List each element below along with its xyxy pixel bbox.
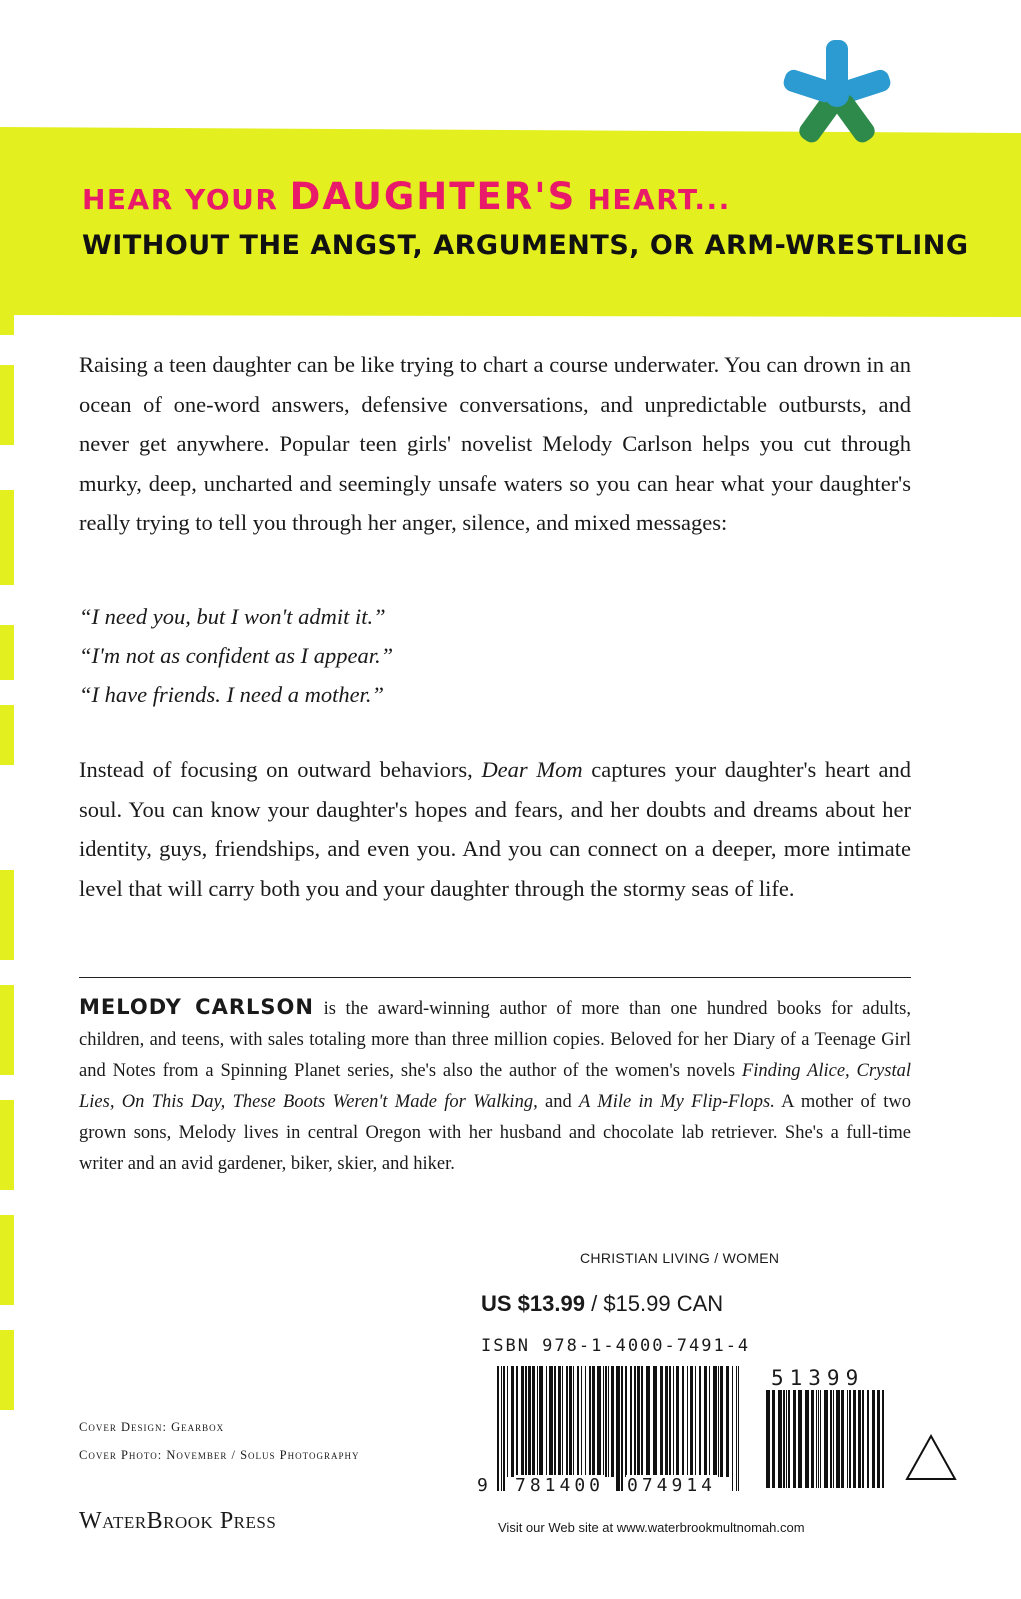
- barcode-bar: [528, 1366, 531, 1477]
- bio-text: is the award-winning author of more than one hundred books for adults, children, and teens, with sales totaling more than three million copies. Beloved for her Diary of a Teenage Girl and Notes from a Spinning Planet series, she's also the author of the women's novels: [79, 999, 911, 1081]
- barcode-bar: [699, 1366, 701, 1477]
- barcode-bar: [718, 1366, 719, 1477]
- quote-item: “I have friends. I need a mother.”: [79, 682, 384, 707]
- barcode-bar: [788, 1390, 790, 1488]
- barcode-bar: [562, 1366, 563, 1477]
- bio-text: and: [537, 1092, 580, 1112]
- spine-stripe: [0, 365, 14, 445]
- headline-part1: HEAR YOUR: [82, 183, 290, 216]
- paragraph-2-end: captures your daughter's heart and soul. You can know your daughter's hopes and fears, and her doubts and dreams about her identity, guys, friendships, and even you. And you can connect on a deeper, more intimate level that will carry both you and your daughter through the stormy seas of life.: [79, 757, 912, 901]
- headline-banner: [0, 125, 1021, 325]
- publisher-logo: WaterBrook Press: [79, 1508, 277, 1534]
- barcode-bar: [726, 1366, 729, 1477]
- cover-design-credit: Cover Design: Gearbox: [79, 1420, 225, 1434]
- barcode-digit: 9: [477, 1475, 488, 1496]
- barcode-bar: [621, 1366, 623, 1491]
- barcode-digit-group: 074914: [627, 1475, 717, 1496]
- barcode-bar: [546, 1366, 547, 1477]
- barcode-bar: [653, 1366, 657, 1477]
- barcode-bar: [877, 1390, 880, 1488]
- barcode-bar: [847, 1390, 848, 1488]
- headline: [82, 175, 731, 218]
- barcode-bar: [585, 1366, 586, 1477]
- barcode-bar: [841, 1390, 844, 1488]
- bio-titles: A Mile in My Flip-Flops.: [579, 1092, 775, 1112]
- barcode-bar: [611, 1366, 614, 1477]
- barcode-bar: [836, 1390, 840, 1488]
- barcode-bar: [709, 1366, 710, 1477]
- barcode-bar: [539, 1366, 543, 1477]
- spine-stripe: [0, 870, 14, 960]
- barcode-bar: [849, 1390, 851, 1488]
- bio-text: A mother of two grown sons, Melody lives in central Oregon with her husband and chocolate lab retriever. She's a full-time writer and an avid gardener, biker, skier, and hiker.: [79, 1092, 911, 1174]
- barcode-bar: [867, 1390, 869, 1488]
- barcode-bar: [625, 1366, 627, 1477]
- barcode-bar: [581, 1366, 582, 1477]
- barcode-bar: [516, 1366, 518, 1477]
- barcode-bar: [690, 1366, 693, 1477]
- barcode-bar: [738, 1366, 739, 1491]
- barcode-bar: [783, 1390, 785, 1488]
- barcode-bar: [872, 1390, 875, 1488]
- banner-shape: [0, 125, 1021, 325]
- headline-part2: HEART...: [576, 183, 731, 216]
- addon-digits: 51399: [771, 1366, 865, 1390]
- barcode-bar: [507, 1366, 508, 1477]
- barcode-bar: [853, 1390, 856, 1488]
- barcode-bar: [736, 1366, 737, 1491]
- barcode-bar: [772, 1390, 775, 1488]
- barcode-bar: [786, 1390, 787, 1488]
- price: [481, 1291, 723, 1317]
- barcode-bar: [549, 1366, 553, 1477]
- quote-list: [79, 597, 393, 714]
- spine-stripe: [0, 490, 14, 585]
- price-separator: /: [584, 1291, 604, 1316]
- divider: [79, 977, 911, 978]
- barcode-bar: [720, 1366, 723, 1477]
- barcode-bar: [673, 1366, 674, 1477]
- spine-stripe: [0, 1100, 14, 1190]
- barcode-bar: [704, 1366, 707, 1477]
- spine-stripe: [0, 625, 14, 680]
- spine-stripe: [0, 705, 14, 765]
- barcode-bar: [558, 1366, 561, 1477]
- barcode-bar: [665, 1366, 668, 1477]
- barcode-bar: [605, 1366, 607, 1477]
- barcode-bar: [766, 1390, 770, 1488]
- quote-item: “I need you, but I won't admit it.”: [79, 604, 386, 629]
- bio-titles: Finding Alice, Crystal Lies, On This Day, These Boots Weren't Made for Walking,: [79, 1061, 911, 1112]
- barcode-bar: [820, 1390, 821, 1488]
- barcode-bar: [597, 1366, 601, 1477]
- barcode-bar: [641, 1366, 643, 1477]
- barcode-bar: [713, 1366, 717, 1477]
- book-title: Dear Mom: [481, 757, 583, 782]
- price-can: $15.99 CAN: [603, 1291, 724, 1316]
- barcode-bar: [501, 1366, 502, 1491]
- barcode-bar: [811, 1390, 814, 1488]
- barcode-bar: [637, 1366, 640, 1477]
- spine-stripe: [0, 985, 14, 1075]
- barcode-bar: [793, 1390, 796, 1488]
- barcode-bar: [682, 1366, 684, 1477]
- barcode-bar: [732, 1366, 733, 1491]
- barcode-bar: [573, 1366, 574, 1477]
- barcode-bar: [511, 1366, 514, 1477]
- description-paragraph-1: Raising a teen daughter can be like trying to chart a course underwater. You can drown in an ocean of one-word answers, defensive conversations, and unpredictable outbursts, and never get anywhere. Popular teen girls' novelist Melody Carlson helps you cut through murky, deep, uncharted and seemingly unsafe waters so you can hear what your daughter's really trying to tell you through her anger, silence, and mixed messages:: [79, 352, 911, 535]
- barcode-bar: [660, 1366, 663, 1477]
- barcode-bar: [592, 1366, 595, 1477]
- barcode-bar: [830, 1390, 832, 1488]
- barcode-bar: [646, 1366, 650, 1477]
- barcode-bar: [616, 1366, 620, 1491]
- spine-stripe: [0, 1330, 14, 1410]
- barcode-bar: [630, 1366, 632, 1477]
- barcode-bar: [569, 1366, 572, 1477]
- subheadline: WITHOUT THE ANGST, ARGUMENTS, OR ARM-WRESTLING: [82, 230, 969, 261]
- spine-stripe: [0, 1215, 14, 1305]
- barcode-bar: [537, 1366, 538, 1477]
- barcode-bar: [525, 1366, 527, 1477]
- barcode-bar: [862, 1390, 864, 1488]
- barcode-bar: [818, 1390, 819, 1488]
- barcode-bar: [566, 1366, 568, 1477]
- barcode-bar: [687, 1366, 688, 1477]
- barcode-bar: [824, 1390, 828, 1488]
- cover-photo-credit: Cover Photo: November / Solus Photography: [79, 1448, 360, 1462]
- barcode-bar: [676, 1366, 679, 1477]
- barcode-bar: [805, 1390, 809, 1488]
- barcode-bar: [634, 1366, 636, 1477]
- author-bio: [79, 992, 911, 1180]
- barcode-bar: [669, 1366, 671, 1477]
- barcode-bar: [577, 1366, 579, 1477]
- barcode-digit-group: 781400: [515, 1475, 605, 1496]
- addon-barcode: [766, 1390, 884, 1502]
- author-name: MELODY CARLSON: [79, 995, 314, 1019]
- headline-emphasis: DAUGHTER'S: [289, 175, 577, 218]
- barcode-bar: [695, 1366, 696, 1477]
- category-label: CHRISTIAN LIVING / WOMEN: [580, 1250, 780, 1266]
- barcode-bar: [497, 1366, 499, 1491]
- barcode-bar: [608, 1366, 609, 1477]
- isbn: ISBN 978-1-4000-7491-4: [481, 1336, 751, 1356]
- barcode-bar: [778, 1390, 782, 1488]
- barcode-bar: [503, 1366, 505, 1491]
- description-paragraph-2: [79, 750, 911, 908]
- barcode-bar: [833, 1390, 834, 1488]
- barcode: [497, 1366, 740, 1491]
- quote-item: “I'm not as confident as I appear.”: [79, 643, 394, 668]
- website-text: Visit our Web site at www.waterbrookmultnomah.com: [498, 1520, 805, 1535]
- triangle-icon: [904, 1433, 958, 1483]
- barcode-bar: [858, 1390, 861, 1488]
- barcode-bar: [532, 1366, 535, 1477]
- barcode-bar: [882, 1390, 884, 1488]
- price-us: US $13.99: [481, 1291, 585, 1316]
- barcode-bar: [816, 1390, 817, 1488]
- barcode-bar: [554, 1366, 556, 1477]
- barcode-bar: [521, 1366, 524, 1477]
- asterisk-icon: [780, 38, 895, 153]
- paragraph-2-start: Instead of focusing on outward behaviors,: [79, 757, 482, 782]
- barcode-bar: [589, 1366, 591, 1477]
- barcode-bar: [603, 1366, 604, 1477]
- barcode-bar: [798, 1390, 802, 1488]
